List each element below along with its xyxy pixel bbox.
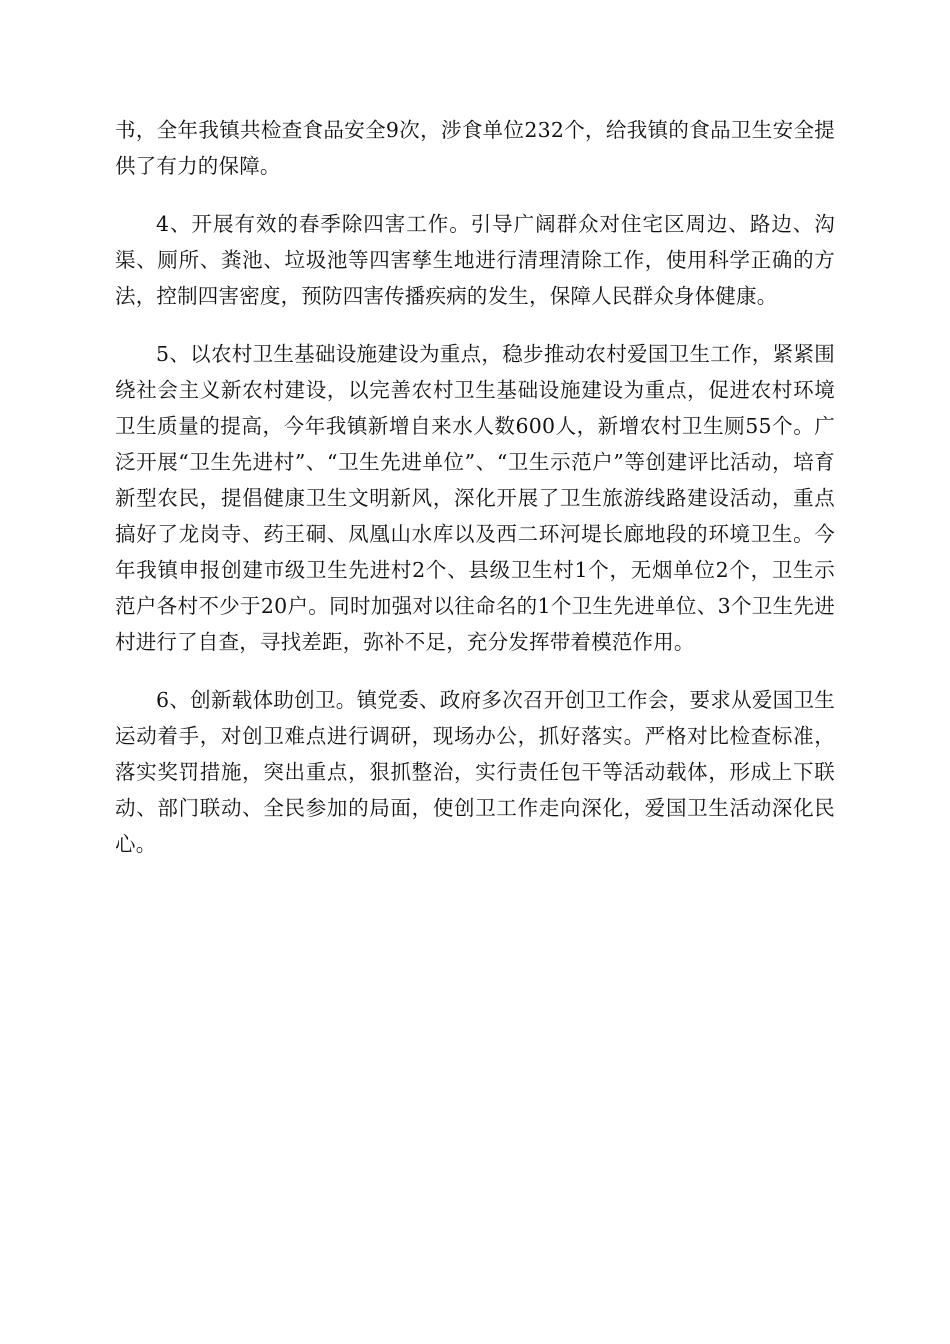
paragraph-item-6: 6、创新载体助创卫。镇党委、政府多次召开创卫工作会，要求从爱国卫生运动着手，对创卫难点进行调研，现场办公，抓好落实。严格对比检查标准，落实奖罚措施，突出重点，狠抓整治，实行责任包干等活动载体，形成上下联动、部门联动、全民参加的局面，使创卫工作走向深化，爱国卫生活动深化民心。 (115, 688, 835, 856)
document-body (115, 112, 835, 884)
paragraph-continuation: 书，全年我镇共检查食品安全9次，涉食单位232个，给我镇的食品卫生安全提供了有力的保障。 (115, 118, 835, 178)
paragraph-item-4: 4、开展有效的春季除四害工作。引导广阔群众对住宅区周边、路边、沟渠、厕所、粪池、垃圾池等四害孳生地进行清理清除工作，使用科学正确的方法，控制四害密度，预防四害传播疾病的发生，保障人民群众身体健康。 (115, 212, 835, 308)
paragraph-item-5: 5、以农村卫生基础设施建设为重点，稳步推动农村爱国卫生工作，紧紧围绕社会主义新农村建设，以完善农村卫生基础设施建设为重点，促进农村环境卫生质量的提高，今年我镇新增自来水人数600人，新增农村卫生厕55个。广泛开展“卫生先进村”、“卫生先进单位”、“卫生示范户”等创建评比活动，培育新型农民，提倡健康卫生文明新风，深化开展了卫生旅游线路建设活动，重点搞好了龙岗寺、药王硐、凤凰山水库以及西二环河堤长廊地段的环境卫生。今年我镇申报创建市级卫生先进村2个、县级卫生村1个，无烟单位2个，卫生示范户各村不少于20户。同时加强对以往命名的1个卫生先进单位、3个卫生先进村进行了自查，寻找差距，弥补不足，充分发挥带着模范作用。 (115, 342, 835, 654)
